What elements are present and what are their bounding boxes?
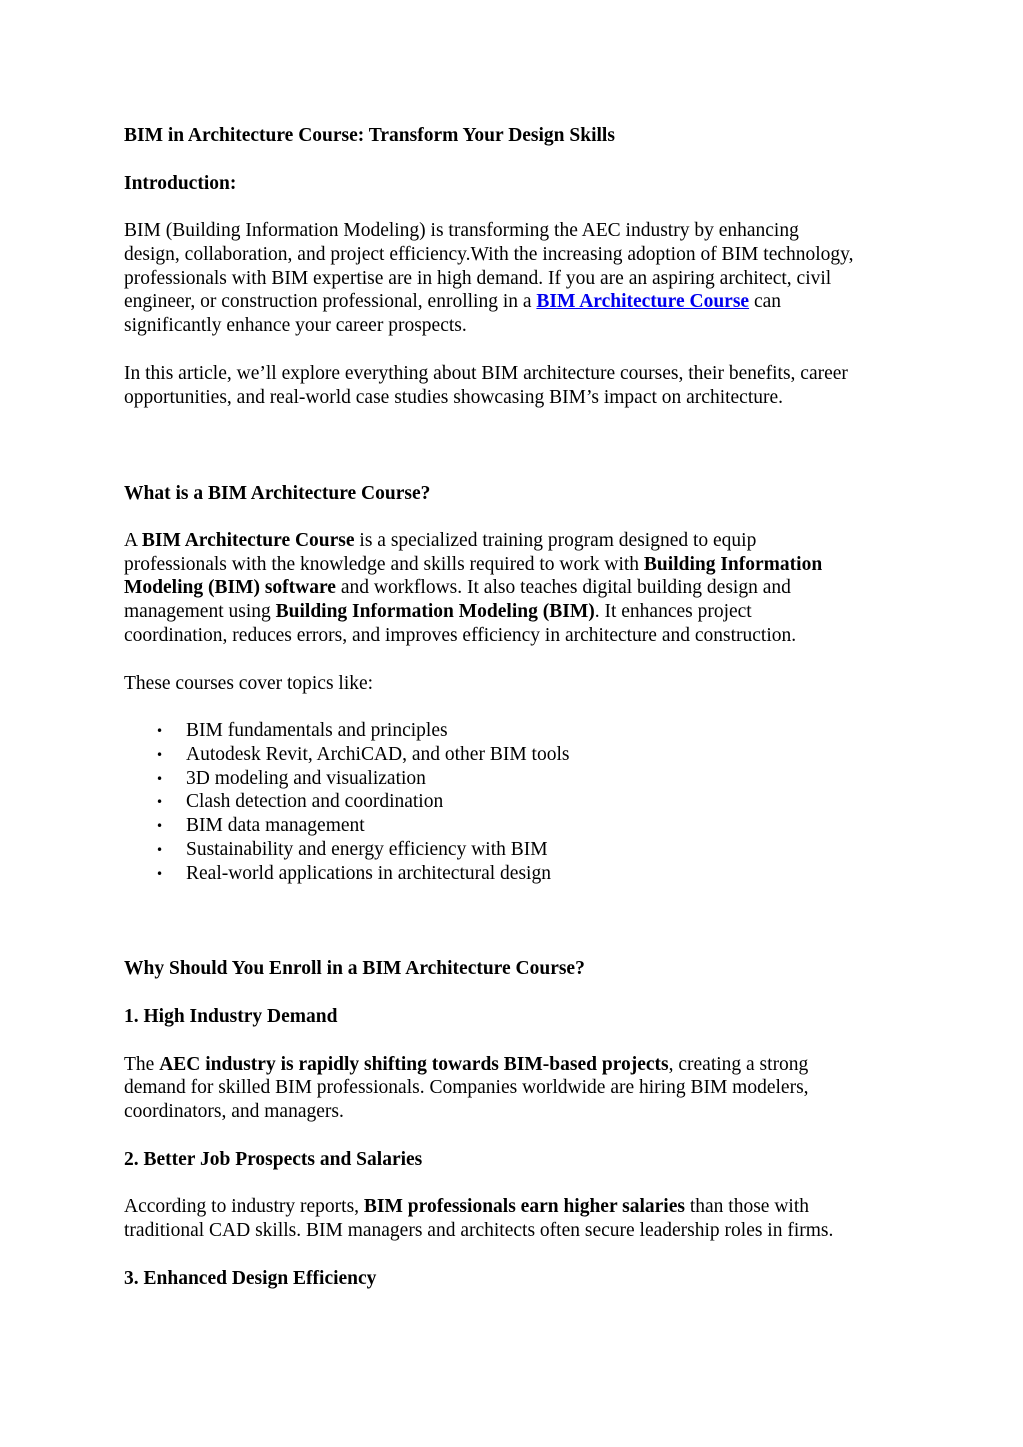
bim-architecture-course-link[interactable]: BIM Architecture Course	[536, 291, 750, 312]
text-line: design, collaboration, and project efficiency.With the increasing adoption of BIM technology,	[124, 244, 854, 265]
text-line: BIM (Building Information Modeling) is transforming the AEC industry by enhancing	[124, 220, 799, 241]
text-run: A	[124, 530, 142, 551]
reason-1-heading: 1. High Industry Demand	[124, 1006, 338, 1027]
text-run: engineer, or construction professional, enrolling in a	[124, 291, 537, 312]
list-item-text: Sustainability and energy efficiency with BIM	[186, 839, 548, 860]
list-item-text: Real-world applications in architectural design	[186, 863, 551, 884]
list-item-text: Autodesk Revit, ArchiCAD, and other BIM tools	[186, 744, 570, 765]
section-heading-why: Why Should You Enroll in a BIM Architecture Course?	[124, 958, 585, 979]
text-line	[124, 290, 781, 314]
text-line: opportunities, and real-world case studies showcasing BIM’s impact on architecture.	[124, 387, 784, 408]
text-run: The	[124, 1054, 160, 1075]
reason-2-heading: 2. Better Job Prospects and Salaries	[124, 1149, 423, 1170]
text-line: traditional CAD skills. BIM managers and architects often secure leadership roles in firms.	[124, 1220, 834, 1241]
list-item-text: Clash detection and coordination	[186, 791, 444, 812]
intro-heading: Introduction:	[124, 173, 237, 194]
text-line: professionals with BIM expertise are in high demand. If you are an aspiring architect, civil	[124, 268, 832, 289]
text-line: coordination, reduces errors, and improves efficiency in architecture and construction.	[124, 625, 797, 646]
list-item-text: BIM data management	[186, 815, 365, 836]
text-line: coordinators, and managers.	[124, 1101, 344, 1122]
list-item-text: 3D modeling and visualization	[186, 768, 426, 789]
text-line	[124, 600, 752, 624]
text-line	[124, 529, 756, 553]
bold-run: Building Information Modeling (BIM)	[275, 601, 595, 622]
text-run: is a specialized training program designed to equip	[354, 530, 757, 551]
bold-run: BIM Architecture Course	[141, 530, 355, 551]
bold-run: Building Information	[643, 554, 823, 575]
text-line	[124, 576, 791, 600]
text-line	[124, 1053, 808, 1077]
bullet-icon: •	[156, 819, 164, 833]
document-title: BIM in Architecture Course: Transform Your Design Skills	[124, 125, 615, 146]
reason-3-heading: 3. Enhanced Design Efficiency	[124, 1268, 377, 1289]
bullet-icon: •	[156, 843, 164, 857]
text-run: can	[749, 291, 781, 312]
text-run: . It enhances project	[594, 601, 752, 622]
text-line	[124, 553, 822, 577]
text-run: According to industry reports,	[124, 1196, 364, 1217]
topics-intro: These courses cover topics like:	[124, 673, 374, 694]
text-line: significantly enhance your career prospects.	[124, 315, 467, 336]
text-line: In this article, we’ll explore everything about BIM architecture courses, their benefits, career	[124, 363, 848, 384]
bullet-icon: •	[156, 748, 164, 762]
text-run: and workflows. It also teaches digital building design and	[335, 577, 791, 598]
text-run: management using	[124, 601, 276, 622]
text-run: , creating a strong	[668, 1054, 809, 1075]
bold-run: BIM professionals earn higher salaries	[363, 1196, 685, 1217]
section-heading-what: What is a BIM Architecture Course?	[124, 483, 431, 504]
text-line	[124, 1195, 809, 1219]
bold-run: Modeling (BIM) software	[124, 577, 336, 598]
bold-run: AEC industry is rapidly shifting towards BIM-based projects	[159, 1054, 669, 1075]
bullet-icon: •	[156, 867, 164, 881]
bullet-icon: •	[156, 772, 164, 786]
text-run: than those with	[684, 1196, 809, 1217]
bullet-icon: •	[156, 795, 164, 809]
bullet-icon: •	[156, 724, 164, 738]
text-run: professionals with the knowledge and skills required to work with	[124, 554, 644, 575]
text-line: demand for skilled BIM professionals. Companies worldwide are hiring BIM modelers,	[124, 1077, 809, 1098]
list-item-text: BIM fundamentals and principles	[186, 720, 448, 741]
